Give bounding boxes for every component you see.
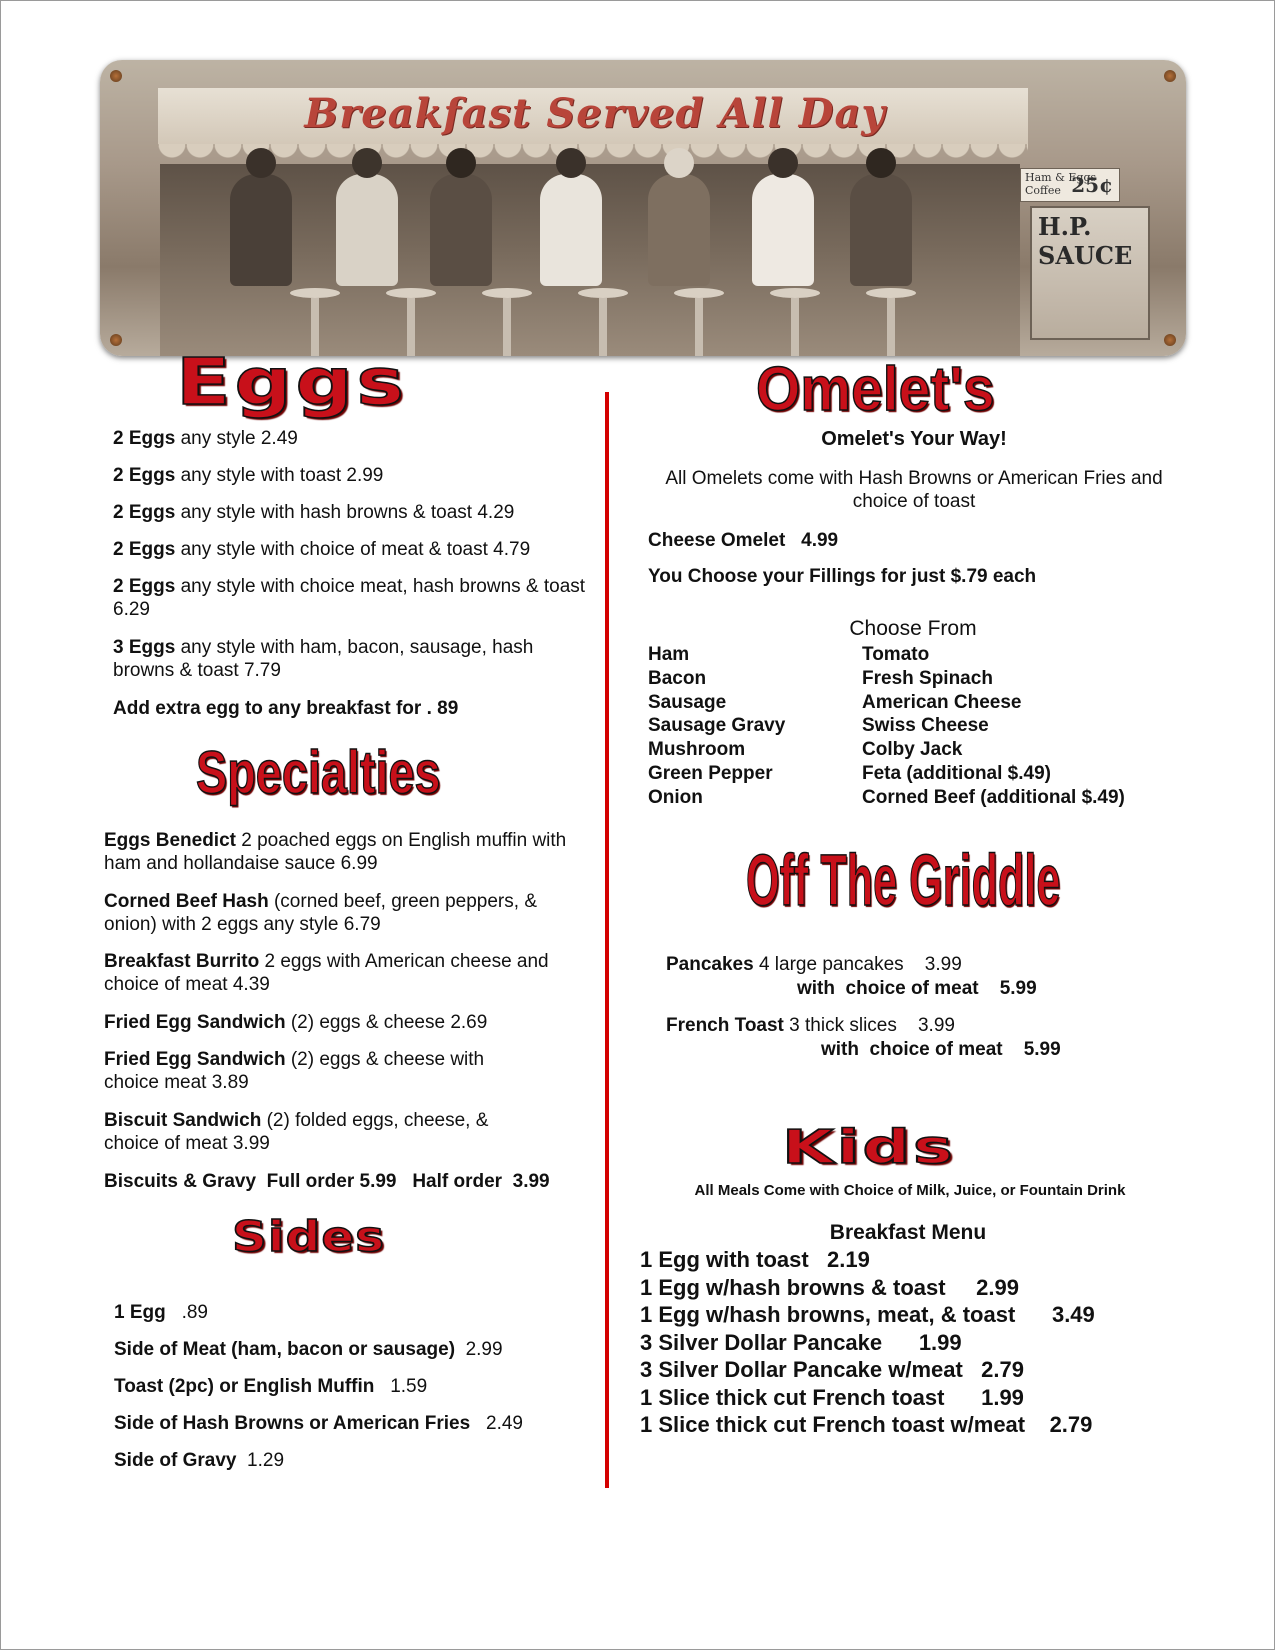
- kids-item: 1 Egg with toast 2.19: [640, 1247, 870, 1272]
- kids-menu-title: Breakfast Menu: [829, 1221, 987, 1244]
- filling-item: Colby Jack: [862, 739, 963, 761]
- diner-figure: [752, 174, 814, 286]
- omelets-subheading: Omelet's Your Way!: [821, 428, 1007, 450]
- filling-item: Ham: [648, 644, 690, 665]
- menu-item: 2 Eggs any style 2.49: [113, 428, 298, 449]
- fillings-right-column: [862, 643, 1162, 810]
- hp-sauce-text: H.P. SAUCE: [1038, 212, 1133, 270]
- kids-heading: Kids: [782, 1120, 956, 1174]
- griddle-heading: Off The Griddle: [746, 841, 1061, 921]
- menu-item: 2 Eggs any style with choice of meat & toast 4.79: [113, 539, 531, 560]
- omelets-note: All Omelets come with Hash Browns or American Fries and choice of toast: [665, 468, 1163, 512]
- menu-item: 2 Eggs any style with hash browns & toast 4.29: [113, 502, 515, 523]
- menu-item: Fried Egg Sandwich (2) eggs & cheese 2.69: [104, 1012, 488, 1033]
- diner-figure: [648, 174, 710, 286]
- filling-item: American Cheese: [862, 691, 1022, 713]
- filling-item: Fresh Spinach: [862, 667, 993, 689]
- filling-item: Onion: [648, 786, 703, 808]
- filling-item: Corned Beef (additional $.49): [862, 786, 1125, 808]
- side-item: 1 Egg .89: [114, 1302, 208, 1323]
- menu-item: 2 Eggs any style with toast 2.99: [113, 465, 384, 486]
- french-toast-item: French Toast 3 thick slices 3.99: [666, 1015, 955, 1036]
- kids-item: 1 Egg w/hash browns & toast 2.99: [640, 1275, 1019, 1300]
- menu-item: 3 Eggs any style with ham, bacon, sausage, hash browns & toast 7.79: [113, 637, 534, 681]
- banner-image: [100, 60, 1186, 356]
- cheese-omelet-item: Cheese Omelet 4.99: [648, 530, 839, 551]
- filling-item: Swiss Cheese: [862, 715, 989, 737]
- kids-item: 1 Slice thick cut French toast 1.99: [640, 1385, 1024, 1410]
- filling-item: Mushroom: [648, 739, 746, 761]
- menu-item: Fried Egg Sandwich (2) eggs & cheese with choice meat 3.89: [104, 1049, 485, 1093]
- rivet-icon: [1164, 334, 1176, 346]
- pancakes-meat-option: with choice of meat 5.99: [797, 978, 1037, 999]
- side-item: Side of Gravy 1.29: [114, 1450, 285, 1471]
- kids-item: 3 Silver Dollar Pancake 1.99: [640, 1330, 962, 1355]
- diner-figure: [230, 174, 292, 286]
- menu-item: Corned Beef Hash (corned beef, green peppers, & onion) with 2 eggs any style 6.79: [104, 891, 537, 935]
- extra-egg-note: Add extra egg to any breakfast for . 89: [113, 698, 459, 719]
- column-divider: [605, 392, 609, 1488]
- sides-heading: Sides: [232, 1212, 386, 1261]
- diner-figure: [336, 174, 398, 286]
- specialties-heading: Specialties: [196, 739, 441, 806]
- fillings-note: You Choose your Fillings for just $.79 each: [648, 566, 1037, 587]
- biscuits-gravy-item: Biscuits & Gravy Full order 5.99 Half order 3.99: [104, 1171, 550, 1192]
- rivet-icon: [1164, 70, 1176, 82]
- rivet-icon: [110, 70, 122, 82]
- sign-text: Ham & Eggs Coffee: [1025, 171, 1097, 197]
- ham-eggs-sign: [1020, 168, 1120, 202]
- rivet-icon: [110, 334, 122, 346]
- french-toast-meat-option: with choice of meat 5.99: [821, 1039, 1061, 1060]
- filling-item: Feta (additional $.49): [862, 762, 1051, 784]
- diner-figure: [850, 174, 912, 286]
- filling-item: Tomato: [862, 644, 930, 665]
- kids-item: 1 Slice thick cut French toast w/meat 2.79: [640, 1412, 1093, 1437]
- kids-item: 3 Silver Dollar Pancake w/meat 2.79: [640, 1357, 1024, 1382]
- diner-figure: [540, 174, 602, 286]
- filling-item: Green Pepper: [648, 762, 773, 784]
- awning-scallop: [158, 144, 1028, 162]
- filling-item: Bacon: [648, 667, 707, 689]
- menu-item: Breakfast Burrito 2 eggs with American cheese and choice of meat 4.39: [104, 951, 549, 995]
- menu-item: Eggs Benedict 2 poached eggs on English muffin with ham and hollandaise sauce 6.99: [104, 830, 567, 874]
- eggs-heading: Eggs: [176, 346, 408, 420]
- filling-item: Sausage Gravy: [648, 715, 786, 737]
- hp-sauce-sign: [1030, 206, 1150, 340]
- side-item: Toast (2pc) or English Muffin 1.59: [114, 1376, 428, 1397]
- side-item: Side of Meat (ham, bacon or sausage) 2.99: [114, 1339, 503, 1360]
- choose-from-label: Choose From: [849, 617, 977, 640]
- banner-title: Breakfast Served All Day: [304, 90, 886, 137]
- side-item: Side of Hash Browns or American Fries 2.49: [114, 1413, 523, 1434]
- diner-counter: [160, 164, 1020, 356]
- filling-item: Sausage: [648, 691, 727, 713]
- kids-drink-note: All Meals Come with Choice of Milk, Juice, or Fountain Drink: [694, 1182, 1126, 1199]
- sign-price: 25¢: [1071, 173, 1113, 197]
- menu-item: Biscuit Sandwich (2) folded eggs, cheese, & choice of meat 3.99: [104, 1110, 489, 1154]
- kids-item: 1 Egg w/hash browns, meat, & toast 3.49: [640, 1302, 1095, 1327]
- menu-item: 2 Eggs any style with choice meat, hash browns & toast 6.29: [113, 576, 586, 620]
- omelets-heading: Omelet's: [756, 355, 995, 424]
- diner-figure: [430, 174, 492, 286]
- pancakes-item: Pancakes 4 large pancakes 3.99: [666, 954, 962, 975]
